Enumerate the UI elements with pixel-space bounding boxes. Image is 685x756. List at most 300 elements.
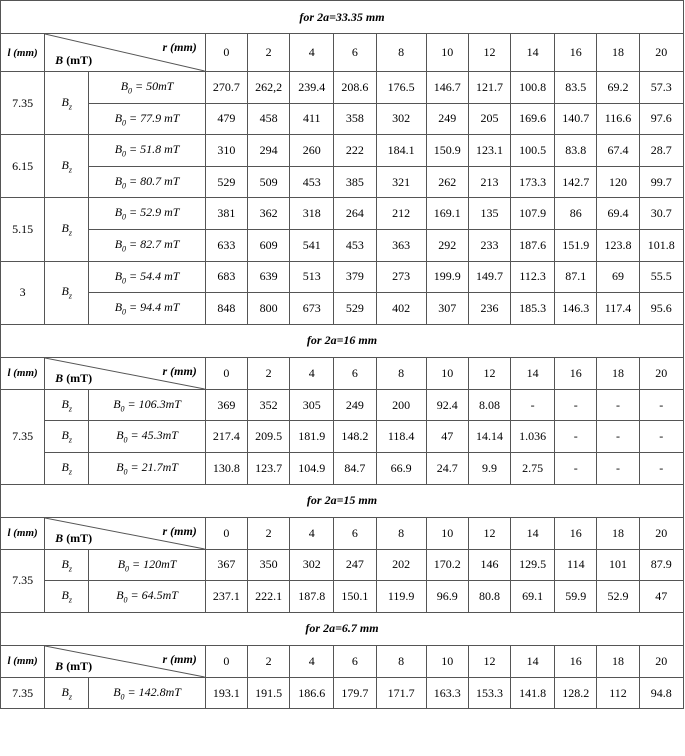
bz-cell bbox=[45, 677, 89, 709]
r-value-header: 6 bbox=[334, 645, 376, 677]
section-title-row bbox=[1, 484, 684, 517]
section-title-row bbox=[1, 1, 684, 34]
table-row bbox=[1, 229, 684, 261]
bz-value-cell: 8.08 bbox=[468, 389, 510, 421]
bz-subscript: z bbox=[68, 435, 72, 445]
bz-value-cell: 236 bbox=[468, 293, 510, 325]
table-row bbox=[1, 389, 684, 421]
bz-value-cell: 146 bbox=[468, 549, 510, 581]
l-value-cell: 7.35 bbox=[1, 389, 45, 484]
table-row bbox=[1, 293, 684, 325]
bz-value-cell: 141.8 bbox=[511, 677, 555, 709]
r-value-header: 8 bbox=[376, 517, 426, 549]
b0-value: = 142.8mT bbox=[124, 684, 181, 699]
bz-value-cell: 69 bbox=[597, 261, 639, 293]
bz-value-cell: 411 bbox=[290, 103, 334, 135]
r-value-header: 14 bbox=[511, 357, 555, 389]
b0-symbol: B bbox=[114, 300, 123, 315]
b0-symbol: B bbox=[120, 79, 129, 94]
b0-symbol: B bbox=[114, 237, 123, 252]
b0-cell bbox=[89, 166, 205, 198]
bz-value-cell: 30.7 bbox=[639, 198, 683, 230]
bz-value-cell: 191.5 bbox=[247, 677, 289, 709]
r-value-header: 4 bbox=[290, 517, 334, 549]
bz-subscript: z bbox=[68, 404, 72, 414]
b-symbol: B bbox=[55, 53, 64, 67]
bz-value-cell: 123.1 bbox=[468, 135, 510, 167]
b0-subscript: 0 bbox=[122, 212, 127, 222]
b0-subscript: 0 bbox=[125, 564, 130, 574]
bz-value-cell: 169.6 bbox=[511, 103, 555, 135]
bz-value-cell: 184.1 bbox=[376, 135, 426, 167]
bz-value-cell: - bbox=[555, 421, 597, 453]
r-value-header: 0 bbox=[205, 357, 247, 389]
b0-symbol: B bbox=[114, 110, 123, 125]
bz-symbol: B bbox=[61, 158, 69, 173]
diagonal-header-cell bbox=[45, 357, 206, 389]
bz-value-cell: 237.1 bbox=[205, 581, 247, 613]
b0-value: = 45.3mT bbox=[127, 428, 178, 443]
bz-value-cell: 273 bbox=[376, 261, 426, 293]
section-title: for 2a=15 mm bbox=[1, 484, 684, 517]
b-unit: (mT) bbox=[66, 53, 93, 67]
r-mm-label: r (mm) bbox=[162, 651, 197, 666]
r-value-header: 2 bbox=[247, 34, 289, 72]
header-row bbox=[1, 645, 684, 677]
b0-value: = 64.5mT bbox=[127, 588, 178, 603]
b0-cell bbox=[89, 421, 205, 453]
b0-cell bbox=[89, 135, 205, 167]
table-row bbox=[1, 72, 684, 104]
bz-value-cell: 453 bbox=[334, 229, 376, 261]
r-value-header: 20 bbox=[639, 34, 683, 72]
bz-value-cell: 509 bbox=[247, 166, 289, 198]
bz-value-cell: 130.8 bbox=[205, 452, 247, 484]
bz-value-cell: 112 bbox=[597, 677, 639, 709]
r-value-header: 6 bbox=[334, 357, 376, 389]
bz-value-cell: 302 bbox=[376, 103, 426, 135]
l-mm-header: l (mm) bbox=[1, 34, 45, 72]
bz-value-cell: 458 bbox=[247, 103, 289, 135]
bz-symbol: B bbox=[61, 460, 69, 475]
b-symbol: B bbox=[55, 530, 64, 545]
bz-value-cell: 128.2 bbox=[555, 677, 597, 709]
bz-value-cell: 150.9 bbox=[426, 135, 468, 167]
b-mt-label bbox=[55, 531, 92, 546]
b0-value: = 106.3mT bbox=[124, 396, 181, 411]
bz-subscript: z bbox=[68, 165, 72, 175]
bz-value-cell: 135 bbox=[468, 198, 510, 230]
b0-value: = 54.4 mT bbox=[126, 268, 180, 283]
bz-value-cell: 217.4 bbox=[205, 421, 247, 453]
b-symbol: B bbox=[55, 658, 64, 673]
bz-value-cell: - bbox=[555, 389, 597, 421]
bz-value-cell: - bbox=[639, 452, 683, 484]
bz-value-cell: 97.6 bbox=[639, 103, 683, 135]
bz-value-cell: 262,2 bbox=[247, 72, 289, 104]
b0-symbol: B bbox=[114, 205, 123, 220]
b0-value: = 80.7 mT bbox=[126, 173, 180, 188]
l-value-cell: 7.35 bbox=[1, 549, 45, 612]
r-value-header: 12 bbox=[468, 34, 510, 72]
b-unit: (mT) bbox=[66, 658, 93, 673]
b0-cell bbox=[89, 677, 205, 709]
bz-value-cell: 683 bbox=[205, 261, 247, 293]
section-title: for 2a=6.7 mm bbox=[1, 612, 684, 645]
bz-value-cell: 123.8 bbox=[597, 229, 639, 261]
bz-value-cell: 101.8 bbox=[639, 229, 683, 261]
bz-value-cell: 848 bbox=[205, 293, 247, 325]
r-value-header: 18 bbox=[597, 357, 639, 389]
bz-value-cell: 146.3 bbox=[555, 293, 597, 325]
bz-value-cell: 86 bbox=[555, 198, 597, 230]
table-row bbox=[1, 677, 684, 709]
r-value-header: 8 bbox=[376, 645, 426, 677]
b0-subscript: 0 bbox=[120, 404, 125, 414]
bz-value-cell: 233 bbox=[468, 229, 510, 261]
bz-value-cell: 292 bbox=[426, 229, 468, 261]
bz-value-cell: 1.036 bbox=[511, 421, 555, 453]
b0-subscript: 0 bbox=[122, 149, 127, 159]
bz-value-cell: 107.9 bbox=[511, 198, 555, 230]
bz-value-cell: 67.4 bbox=[597, 135, 639, 167]
bz-value-cell: 270.7 bbox=[205, 72, 247, 104]
r-value-header: 18 bbox=[597, 517, 639, 549]
bz-value-cell: 529 bbox=[205, 166, 247, 198]
r-value-header: 6 bbox=[334, 34, 376, 72]
r-value-header: 10 bbox=[426, 517, 468, 549]
bz-value-cell: - bbox=[511, 389, 555, 421]
bz-value-cell: 185.3 bbox=[511, 293, 555, 325]
bz-value-cell: 479 bbox=[205, 103, 247, 135]
r-mm-label: r (mm) bbox=[162, 523, 197, 538]
b0-value: = 120mT bbox=[129, 556, 177, 571]
r-value-header: 12 bbox=[468, 517, 510, 549]
bz-value-cell: 321 bbox=[376, 166, 426, 198]
header-row bbox=[1, 357, 684, 389]
bz-value-cell: - bbox=[639, 389, 683, 421]
b0-cell bbox=[89, 549, 205, 581]
bz-cell bbox=[45, 72, 89, 135]
bz-value-cell: 222.1 bbox=[247, 581, 289, 613]
bz-value-cell: 239.4 bbox=[290, 72, 334, 104]
bz-value-cell: 28.7 bbox=[639, 135, 683, 167]
section-title-row bbox=[1, 612, 684, 645]
l-value-cell: 7.35 bbox=[1, 677, 45, 709]
bz-value-cell: 101 bbox=[597, 549, 639, 581]
r-value-header: 16 bbox=[555, 34, 597, 72]
bz-value-cell: 186.6 bbox=[290, 677, 334, 709]
bz-symbol: B bbox=[61, 684, 69, 699]
bz-value-cell: 307 bbox=[426, 293, 468, 325]
bz-value-cell: 673 bbox=[290, 293, 334, 325]
r-value-header: 12 bbox=[468, 357, 510, 389]
b0-subscript: 0 bbox=[128, 86, 133, 96]
bz-value-cell: 633 bbox=[205, 229, 247, 261]
bz-value-cell: 55.5 bbox=[639, 261, 683, 293]
b0-cell bbox=[89, 72, 205, 104]
bz-value-cell: 47 bbox=[639, 581, 683, 613]
bz-subscript: z bbox=[68, 291, 72, 301]
b0-subscript: 0 bbox=[122, 307, 127, 317]
bz-value-cell: 173.3 bbox=[511, 166, 555, 198]
bz-value-cell: 142.7 bbox=[555, 166, 597, 198]
bz-value-cell: 24.7 bbox=[426, 452, 468, 484]
bz-value-cell: 2.75 bbox=[511, 452, 555, 484]
bz-subscript: z bbox=[68, 228, 72, 238]
l-value-cell: 5.15 bbox=[1, 198, 45, 261]
r-value-header: 18 bbox=[597, 34, 639, 72]
bz-value-cell: - bbox=[639, 421, 683, 453]
section-title-row bbox=[1, 324, 684, 357]
bz-value-cell: 9.9 bbox=[468, 452, 510, 484]
bz-value-cell: - bbox=[597, 389, 639, 421]
b0-symbol: B bbox=[117, 556, 126, 571]
bz-value-cell: 212 bbox=[376, 198, 426, 230]
bz-value-cell: 83.5 bbox=[555, 72, 597, 104]
bz-symbol: B bbox=[61, 556, 69, 571]
bz-value-cell: 87.9 bbox=[639, 549, 683, 581]
bz-value-cell: 100.5 bbox=[511, 135, 555, 167]
bz-value-cell: 120 bbox=[597, 166, 639, 198]
l-value-cell: 6.15 bbox=[1, 135, 45, 198]
b0-symbol: B bbox=[113, 684, 121, 699]
bz-cell bbox=[45, 389, 89, 421]
bz-value-cell: 222 bbox=[334, 135, 376, 167]
r-value-header: 4 bbox=[290, 34, 334, 72]
bz-cell bbox=[45, 261, 89, 324]
bz-value-cell: 149.7 bbox=[468, 261, 510, 293]
b0-value: = 21.7mT bbox=[127, 460, 178, 475]
bz-value-cell: 129.5 bbox=[511, 549, 555, 581]
bz-cell bbox=[45, 581, 89, 613]
bz-subscript: z bbox=[68, 595, 72, 605]
bz-value-cell: 247 bbox=[334, 549, 376, 581]
table-row bbox=[1, 166, 684, 198]
bz-value-cell: 52.9 bbox=[597, 581, 639, 613]
r-value-header: 2 bbox=[247, 645, 289, 677]
bz-value-cell: 119.9 bbox=[376, 581, 426, 613]
table-row bbox=[1, 198, 684, 230]
bz-symbol: B bbox=[61, 428, 69, 443]
bz-value-cell: 318 bbox=[290, 198, 334, 230]
bz-value-cell: 87.1 bbox=[555, 261, 597, 293]
bz-value-cell: - bbox=[597, 421, 639, 453]
b0-symbol: B bbox=[114, 268, 123, 283]
bz-value-cell: 116.6 bbox=[597, 103, 639, 135]
table-row bbox=[1, 103, 684, 135]
bz-value-cell: 176.5 bbox=[376, 72, 426, 104]
bz-value-cell: 66.9 bbox=[376, 452, 426, 484]
r-value-header: 14 bbox=[511, 34, 555, 72]
bz-value-cell: 112.3 bbox=[511, 261, 555, 293]
b0-cell bbox=[89, 103, 205, 135]
r-value-header: 14 bbox=[511, 645, 555, 677]
bz-value-cell: 529 bbox=[334, 293, 376, 325]
section-title: for 2a=16 mm bbox=[1, 324, 684, 357]
bz-value-cell: 100.8 bbox=[511, 72, 555, 104]
bz-value-cell: 363 bbox=[376, 229, 426, 261]
b0-cell bbox=[89, 198, 205, 230]
r-value-header: 18 bbox=[597, 645, 639, 677]
r-value-header: 0 bbox=[205, 517, 247, 549]
bz-value-cell: 118.4 bbox=[376, 421, 426, 453]
bz-value-cell: 57.3 bbox=[639, 72, 683, 104]
b0-cell bbox=[89, 581, 205, 613]
bz-value-cell: 800 bbox=[247, 293, 289, 325]
r-value-header: 4 bbox=[290, 357, 334, 389]
bz-cell bbox=[45, 135, 89, 198]
b0-value: = 77.9 mT bbox=[126, 110, 180, 125]
bz-subscript: z bbox=[68, 467, 72, 477]
bz-value-cell: 310 bbox=[205, 135, 247, 167]
b0-cell bbox=[89, 452, 205, 484]
r-mm-label: r (mm) bbox=[162, 363, 197, 378]
bz-value-cell: 14.14 bbox=[468, 421, 510, 453]
bz-subscript: z bbox=[68, 692, 72, 702]
bz-value-cell: 264 bbox=[334, 198, 376, 230]
bz-value-cell: 187.8 bbox=[290, 581, 334, 613]
diagonal-header-cell bbox=[45, 34, 206, 72]
r-value-header: 20 bbox=[639, 357, 683, 389]
b0-value: = 51.8 mT bbox=[126, 142, 180, 157]
bz-value-cell: 146.7 bbox=[426, 72, 468, 104]
bz-value-cell: 187.6 bbox=[511, 229, 555, 261]
b0-subscript: 0 bbox=[122, 181, 127, 191]
b-symbol: B bbox=[55, 370, 64, 385]
bz-value-cell: 402 bbox=[376, 293, 426, 325]
table-row bbox=[1, 549, 684, 581]
bz-value-cell: 639 bbox=[247, 261, 289, 293]
bz-symbol: B bbox=[61, 94, 69, 109]
r-value-header: 16 bbox=[555, 645, 597, 677]
bz-symbol: B bbox=[61, 588, 69, 603]
bz-value-cell: 169.1 bbox=[426, 198, 468, 230]
bz-value-cell: 94.8 bbox=[639, 677, 683, 709]
b0-subscript: 0 bbox=[123, 467, 128, 477]
table-row bbox=[1, 135, 684, 167]
bz-value-cell: 513 bbox=[290, 261, 334, 293]
bz-value-cell: 352 bbox=[247, 389, 289, 421]
bz-value-cell: 609 bbox=[247, 229, 289, 261]
bz-value-cell: 179.7 bbox=[334, 677, 376, 709]
b0-value: = 52.9 mT bbox=[126, 205, 180, 220]
bz-cell bbox=[45, 452, 89, 484]
bz-value-cell: 181.9 bbox=[290, 421, 334, 453]
b0-symbol: B bbox=[113, 396, 121, 411]
l-mm-header: l (mm) bbox=[1, 645, 45, 677]
b-unit: (mT) bbox=[66, 530, 93, 545]
bz-value-cell: 69.4 bbox=[597, 198, 639, 230]
r-value-header: 8 bbox=[376, 34, 426, 72]
bz-value-cell: 150.1 bbox=[334, 581, 376, 613]
bz-value-cell: - bbox=[597, 452, 639, 484]
r-value-header: 4 bbox=[290, 645, 334, 677]
bz-value-cell: 208.6 bbox=[334, 72, 376, 104]
bz-value-cell: 260 bbox=[290, 135, 334, 167]
bz-value-cell: 92.4 bbox=[426, 389, 468, 421]
bz-value-cell: 453 bbox=[290, 166, 334, 198]
r-value-header: 14 bbox=[511, 517, 555, 549]
bz-value-cell: 148.2 bbox=[334, 421, 376, 453]
b-mt-label bbox=[55, 659, 92, 674]
bz-cell bbox=[45, 198, 89, 261]
bz-value-cell: - bbox=[555, 452, 597, 484]
r-value-header: 20 bbox=[639, 517, 683, 549]
b0-value: = 50mT bbox=[132, 79, 174, 94]
b0-subscript: 0 bbox=[122, 276, 127, 286]
bz-value-cell: 80.8 bbox=[468, 581, 510, 613]
bz-value-cell: 199.9 bbox=[426, 261, 468, 293]
r-value-header: 0 bbox=[205, 34, 247, 72]
bz-cell bbox=[45, 421, 89, 453]
bz-value-cell: 367 bbox=[205, 549, 247, 581]
b0-cell bbox=[89, 229, 205, 261]
bz-value-cell: 350 bbox=[247, 549, 289, 581]
diagonal-header-cell bbox=[45, 645, 206, 677]
b0-symbol: B bbox=[116, 588, 124, 603]
b0-subscript: 0 bbox=[123, 595, 128, 605]
l-value-cell: 7.35 bbox=[1, 72, 45, 135]
b0-subscript: 0 bbox=[122, 118, 127, 128]
l-mm-header: l (mm) bbox=[1, 357, 45, 389]
r-value-header: 0 bbox=[205, 645, 247, 677]
bz-value-cell: 385 bbox=[334, 166, 376, 198]
b0-symbol: B bbox=[114, 173, 123, 188]
bz-value-cell: 249 bbox=[426, 103, 468, 135]
b0-symbol: B bbox=[114, 142, 123, 157]
bz-value-cell: 202 bbox=[376, 549, 426, 581]
diagonal-header-cell bbox=[45, 517, 206, 549]
bz-value-cell: 47 bbox=[426, 421, 468, 453]
bz-value-cell: 96.9 bbox=[426, 581, 468, 613]
bz-value-cell: 114 bbox=[555, 549, 597, 581]
bz-value-cell: 294 bbox=[247, 135, 289, 167]
bz-value-cell: 140.7 bbox=[555, 103, 597, 135]
r-value-header: 8 bbox=[376, 357, 426, 389]
b0-subscript: 0 bbox=[120, 692, 125, 702]
table-row bbox=[1, 452, 684, 484]
r-value-header: 12 bbox=[468, 645, 510, 677]
table-row bbox=[1, 261, 684, 293]
section-title: for 2a=33.35 mm bbox=[1, 1, 684, 34]
bz-value-cell: 171.7 bbox=[376, 677, 426, 709]
header-row bbox=[1, 517, 684, 549]
r-value-header: 10 bbox=[426, 34, 468, 72]
bz-value-cell: 200 bbox=[376, 389, 426, 421]
bz-value-cell: 84.7 bbox=[334, 452, 376, 484]
bz-value-cell: 121.7 bbox=[468, 72, 510, 104]
l-mm-header: l (mm) bbox=[1, 517, 45, 549]
bz-value-cell: 193.1 bbox=[205, 677, 247, 709]
r-value-header: 2 bbox=[247, 357, 289, 389]
bz-value-cell: 59.9 bbox=[555, 581, 597, 613]
bz-value-cell: 362 bbox=[247, 198, 289, 230]
r-value-header: 16 bbox=[555, 517, 597, 549]
header-row bbox=[1, 34, 684, 72]
bz-value-cell: 369 bbox=[205, 389, 247, 421]
b0-subscript: 0 bbox=[122, 244, 127, 254]
bz-value-cell: 358 bbox=[334, 103, 376, 135]
bz-value-cell: 170.2 bbox=[426, 549, 468, 581]
b0-subscript: 0 bbox=[123, 435, 128, 445]
bz-value-cell: 153.3 bbox=[468, 677, 510, 709]
bz-value-cell: 302 bbox=[290, 549, 334, 581]
b-mt-label bbox=[55, 371, 92, 386]
r-value-header: 10 bbox=[426, 645, 468, 677]
b0-value: = 82.7 mT bbox=[126, 237, 180, 252]
l-value-cell: 3 bbox=[1, 261, 45, 324]
